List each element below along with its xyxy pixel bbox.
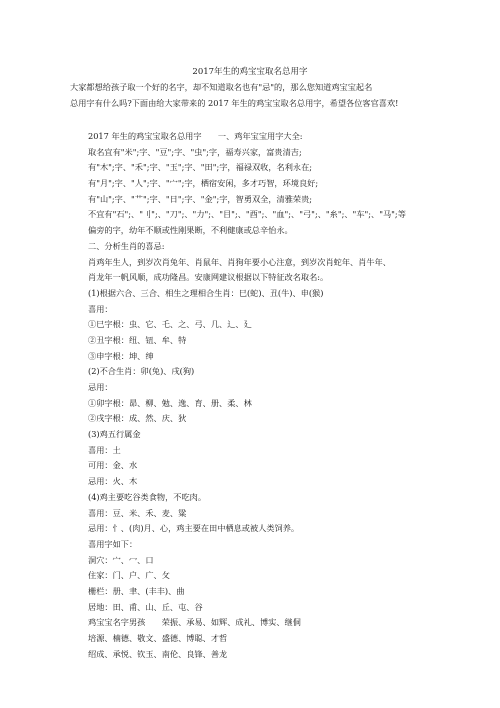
body-line: ①巳字根：虫、它、乇、之、弓、几、辶、廴: [88, 319, 252, 330]
body-line: 肖龙年一帆风顺，成功隆昌。安康网建议根据以下特征改名取名:。: [88, 272, 329, 283]
document-body: [88, 129, 430, 662]
body-line: ②丑字根：纽、钮、牟、特: [88, 334, 187, 345]
body-line: 居地：田、甫、山、丘、屯、谷: [88, 601, 203, 612]
body-line: (1)根据六合、三合、相生之理相合生肖：巳(蛇)、丑(牛)、申(猴): [88, 287, 324, 298]
body-line: 二、分析生肖的喜忌:: [88, 240, 165, 251]
body-line: 洞穴：宀、冖、口: [88, 554, 154, 565]
body-line: 住家：门、户、广、攵: [88, 570, 170, 581]
body-line: 喜用：豆、米、禾、麦、粱: [88, 507, 187, 518]
body-line: 喜用：: [88, 303, 113, 314]
body-line: (4)鸡主要吃谷类食物，不吃肉。: [88, 491, 207, 502]
body-line: 偏旁的字，幼年不顺或性刚果断，不利健康或总辛怡永。: [88, 225, 293, 236]
body-line: 绍成、承悦、钦玉、南伦、良锋、善龙: [88, 648, 228, 659]
body-line: 有"月";字、"人";字、"宀";字，栖宿安闲，多才巧智，环境良好;: [88, 178, 319, 189]
body-line: ③申字根：坤、绅: [88, 350, 154, 361]
body-line: 培源、楠德、敬文、盛德、博聪、才哲: [88, 633, 228, 643]
body-line: 鸡宝宝名字男孩 荣振、承易、如辉、成礼、博实、继侗: [88, 617, 301, 628]
body-line: 喜用：土: [88, 444, 121, 455]
body-line: (3)鸡五行属金: [88, 429, 141, 440]
body-line: 肖鸡年生人，到岁次肖兔年、肖鼠年、肖狗年要小心注意，到岁次肖蛇年、肖牛年、: [88, 256, 391, 267]
body-line: 有"木";字、"禾";字、"玉";字、"田";字，福禄双收，名利永在;: [88, 162, 313, 173]
body-line: ②戌字根：成、然、庆、狄: [88, 413, 187, 424]
body-line: 取名宜有"米";字、"豆";字、"虫";字，福寿兴家，富贵清吉;: [88, 146, 302, 157]
document-title: 2017年生的鸡宝宝取名总用字: [192, 67, 308, 77]
body-line: 喜用字如下：: [88, 538, 138, 549]
intro-line-1: 大家都想给孩子取一个好的名字，却不知道取名也有"忌"的，那么您知道鸡宝宝起名: [70, 82, 373, 92]
body-line: 忌用：: [88, 382, 113, 392]
body-line: 2017 年生的鸡宝宝取名总用字 一、鸡年宝宝用字大全:: [88, 131, 303, 141]
body-line: 可用：金、水: [88, 460, 138, 471]
body-line: 忌用：火、木: [88, 476, 138, 487]
intro-line-2: 总用字有什么吗?下面由给大家带来的 2017 年生的鸡宝宝取名总用字，希望各位客官喜欢!: [70, 98, 399, 108]
body-line: 栅栏：册、聿、(丰丰)、曲: [88, 585, 185, 596]
body-line: ①卯字根：昴、柳、勉、逸、育、册、柔、林: [88, 397, 252, 408]
body-line: 不宜有"石";、"刂";、"刀";、"力";、"目";、"酉";、"血";、"弓";、"糸";、"车";、"马";等: [88, 209, 406, 220]
body-line: (2)不合生肖：卯(兔)、戌(狗): [88, 366, 195, 377]
body-line: 忌用：忄、(肉)月、心，鸡主要在田中栖息或被人类饲养。: [88, 523, 300, 534]
body-line: 有"山";字、"艹";字、"日";字、"金";字，智勇双全，清雅荣贵;: [88, 193, 313, 204]
